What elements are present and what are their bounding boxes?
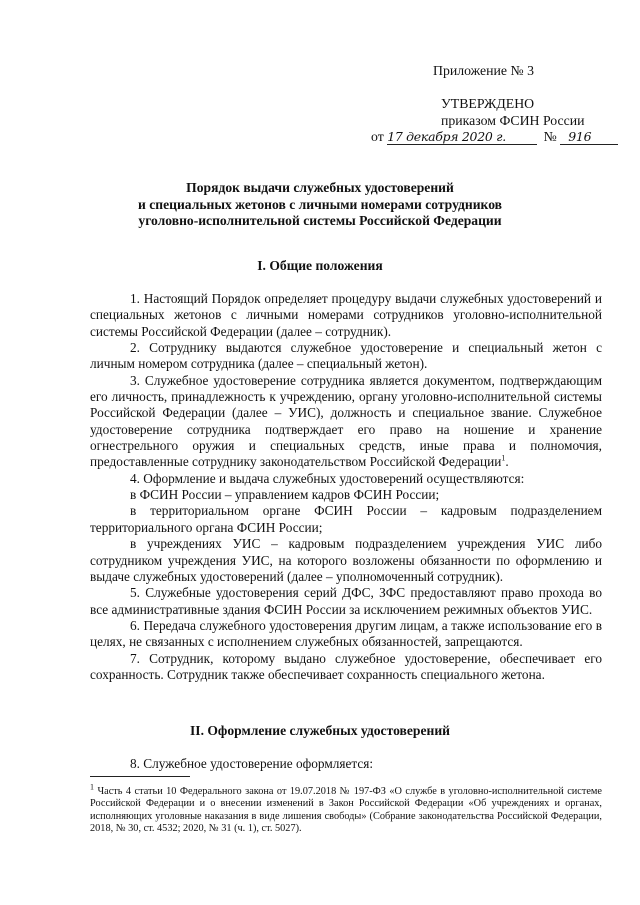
from-label: от bbox=[371, 129, 384, 144]
date-line bbox=[371, 129, 618, 145]
paragraph-6: 6. Передача служебного удостоверения другим лицам, а также использование его в целях, не связанных с исполнением служебных обязанностей, запрещаются. bbox=[90, 617, 602, 650]
footnote-text: Часть 4 статьи 10 Федерального закона от 19.07.2018 № 197-ФЗ «О службе в уголовно-исполнительной системе Российской Федерации и о внесении изменений в Закон Российской Федерации «Об учреждениях и органах, исполняющих уголовные наказания в виде лишения свободы» (Собрание законодательства Российской Федерации, 2018, № 30, ст. 4532; 2020, № 31 (ч. 1), ст. 5027). bbox=[90, 786, 603, 835]
section-1-body bbox=[90, 291, 602, 683]
footnote-divider bbox=[90, 776, 190, 777]
approved-label: УТВЕРЖДЕНО bbox=[441, 96, 535, 111]
paragraph-1: 1. Настоящий Порядок определяет процедуру выдачи служебных удостоверений и специальных жетонов с личными номерами сотрудников уголовно-исполнительной системы Российской Федерации (далее – сотрудник). bbox=[90, 291, 602, 339]
handwritten-date: 17 декабря 2020 г. bbox=[387, 129, 537, 145]
section-heading-2: II. Оформление служебных удостоверений bbox=[189, 723, 451, 738]
doc-title-line3: уголовно-исполнительной системы Российской Федерации bbox=[138, 213, 502, 228]
footnote bbox=[90, 782, 603, 836]
paragraph-8: 8. Служебное удостоверение оформляется: bbox=[130, 756, 374, 771]
section-heading-1: I. Общие положения bbox=[257, 258, 383, 273]
paragraph-2: 2. Сотруднику выдаются служебное удостоверение и специальный жетон с личным номером сотрудника (далее – специальный жетон). bbox=[90, 340, 602, 372]
order-label: приказом ФСИН России bbox=[441, 113, 585, 128]
paragraph-3 bbox=[90, 373, 602, 471]
appendix-label: Приложение № 3 bbox=[433, 63, 535, 78]
paragraph-7: 7. Сотрудник, которому выдано служебное удостоверение, обеспечивает его сохранность. Сотрудник также обеспечивает сохранность специального жетона. bbox=[90, 650, 602, 682]
doc-title-line1: Порядок выдачи служебных удостоверений bbox=[186, 180, 454, 195]
paragraph-4c: в учреждениях УИС – кадровым подразделением учреждения УИС либо сотрудником учреждения УИС, на которого возложены обязанности по оформлению и выдаче служебных удостоверений (далее – уполномоченный сотрудник). bbox=[90, 536, 602, 584]
paragraph-3-text: 3. Служебное удостоверение сотрудника является документом, подтверждающим его личность, принадлежность к учреждению, органу уголовно-исполнительной системы Российской Федерации (далее – УИС), должность и специальное звание. Служебное удостоверение сотрудника подтверждает его право на ношение и хранение огнестрельного оружия и специальных средств, иные права и полномочия, предоставленные сотруднику законодательством Российской Федерации bbox=[90, 372, 602, 470]
number-label: № bbox=[543, 129, 557, 144]
section-2-body bbox=[90, 756, 602, 772]
paragraph-3-end: . bbox=[505, 454, 509, 470]
paragraph-4: 4. Оформление и выдача служебных удостоверений осуществляются: bbox=[130, 470, 525, 486]
doc-title-line2: и специальных жетонов с личными номерами сотрудников bbox=[137, 197, 503, 212]
paragraph-4a: в ФСИН России – управлением кадров ФСИН России; bbox=[130, 487, 440, 503]
footnote-mark: 1 bbox=[90, 782, 94, 792]
paragraph-5: 5. Служебные удостоверения серий ДФС, ЗФС предоставляют право прохода во все административные здания ФСИН России за исключением режимных объектов УИС. bbox=[90, 585, 602, 617]
paragraph-4b: в территориальном органе ФСИН России – кадровым подразделением территориального органа ФСИН России; bbox=[90, 503, 602, 535]
handwritten-number: 916 bbox=[560, 129, 618, 145]
footnote-ref: 1 bbox=[501, 454, 506, 464]
